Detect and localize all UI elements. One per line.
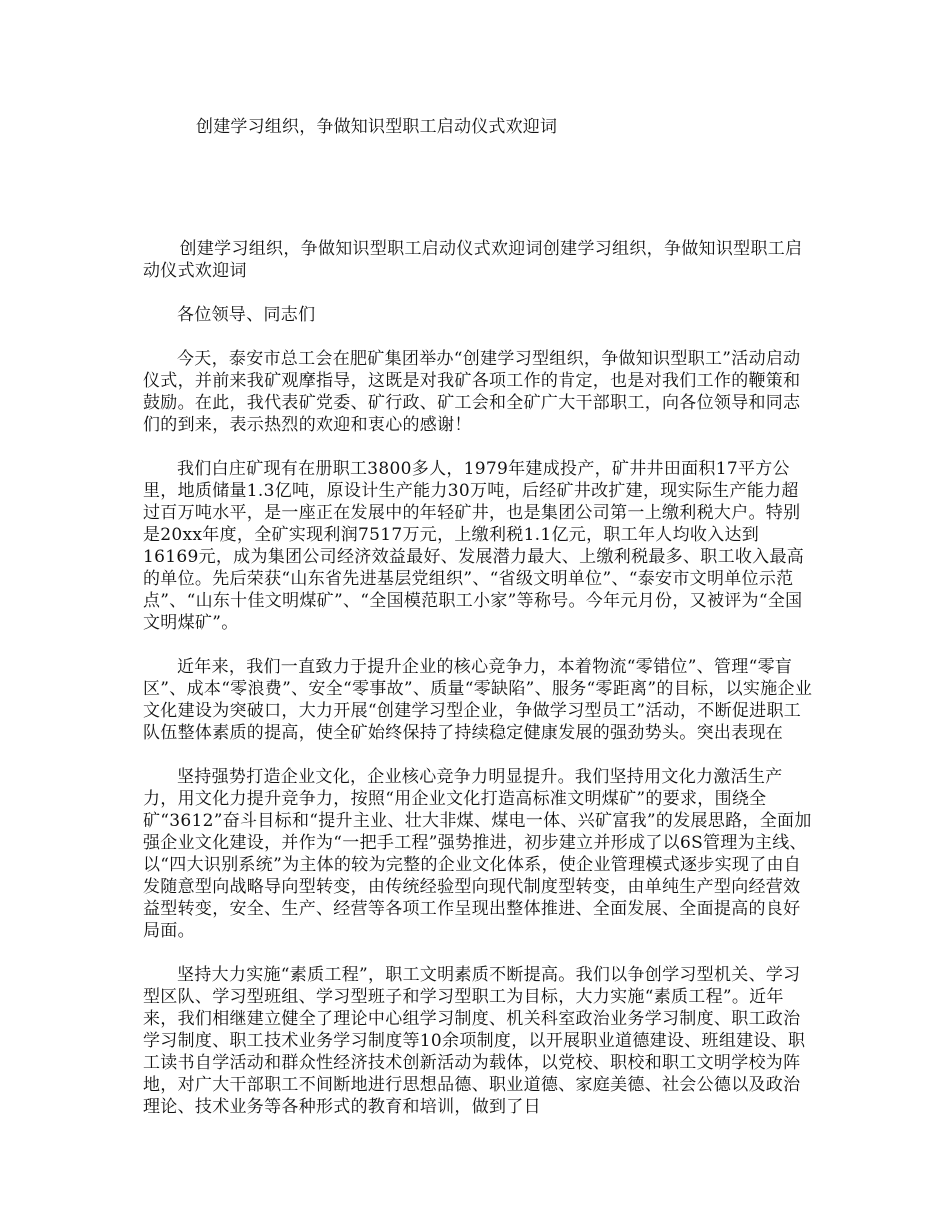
competitiveness-paragraph: 近年来，我们一直致力于提升企业的核心竞争力，本着物流“零错位”、管理“零盲区”、成本“零浪费”、安全“零事故”、质量“零缺陷”、服务“零距离”的目标，以实施企业文化建设为突破口，大力开展“创建学习型企业，争做学习型员工”活动，不断促进职工队伍整体素质的提高，使全矿始终保持了持续稳定健康发展的强劲势头。突出表现在 <box>143 657 813 743</box>
body-heading-paragraph: 创建学习组织，争做知识型职工启动仪式欢迎词创建学习组织，争做知识型职工启动仪式欢迎词 <box>143 239 803 281</box>
quality-project-paragraph: 坚持大力实施“素质工程”，职工文明素质不断提高。我们以争创学习型机关、学习型区队、学习型班组、学习型班子和学习型职工为目标，大力实施“素质工程”。近年来，我们相继建立健全了理论中心组学习制度、机关科室政治业务学习制度、职工政治学习制度、职工技术业务学习制度等10余项制度，以开展职业道德建设、班组建设、职工读书自学活动和群众性经济技术创新活动为载体，以党校、职校和职工文明学校为阵地，对广大干部职工不间断地进行思想品德、职业道德、家庭美德、社会公德以及政治理论、技术业务等各种形式的教育和培训，做到了日 <box>143 965 806 1117</box>
document-title: 创建学习组织，争做知识型职工启动仪式欢迎词 <box>196 117 558 137</box>
welcome-paragraph: 今天，泰安市总工会在肥矿集团举办“创建学习型组织，争做知识型职工”活动启动仪式，并前来我矿观摩指导，这既是对我矿各项工作的肯定，也是对我们工作的鞭策和鼓励。在此，我代表矿党委、矿行政、矿工会和全矿广大干部职工，向各位领导和同志们的到来，表示热烈的欢迎和衷心的感谢！ <box>143 349 801 435</box>
mine-overview-paragraph: 我们白庄矿现有在册职工3800多人，1979年建成投产，矿井井田面积17平方公里，地质储量1.3亿吨，原设计生产能力30万吨，后经矿井改扩建，现实际生产能力超过百万吨水平，是一座正在发展中的年轻矿井，也是集团公司第一上缴利税大户。特别是20xx年度，全矿实现利润7517万元，上缴利税1.1亿元，职工年人均收入达到16169元，成为集团公司经济效益最好、发展潜力最大、上缴利税最多、职工收入最高的单位。先后荣获“山东省先进基层党组织”、“省级文明单位”、“泰安市文明单位示范点”、“山东十佳文明煤矿”、“全国模范职工小家”等称号。今年元月份，又被评为“全国文明煤矿”。 <box>143 459 805 633</box>
corporate-culture-paragraph: 坚持强势打造企业文化，企业核心竞争力明显提升。我们坚持用文化力激活生产力，用文化力提升竞争力，按照“用企业文化打造高标准文明煤矿”的要求，围绕全矿“3612”奋斗目标和“提升主业、壮大非煤、煤电一体、兴矿富我”的发展思路，全面加强企业文化建设，并作为“一把手工程”强势推进，初步建立并形成了以6S管理为主线、以“四大识别系统”为主体的较为完整的企业文化体系，使企业管理模式逐步实现了由自发随意型向战略导向型转变，由传统经验型向现代制度型转变，由单纯生产型向经营效益型转变，安全、生产、经营等各项工作呈现出整体推进、全面发展、全面提高的良好局面。 <box>143 767 812 941</box>
salutation-paragraph: 各位领导、同志们 <box>177 305 316 325</box>
document-body <box>143 238 813 1140</box>
